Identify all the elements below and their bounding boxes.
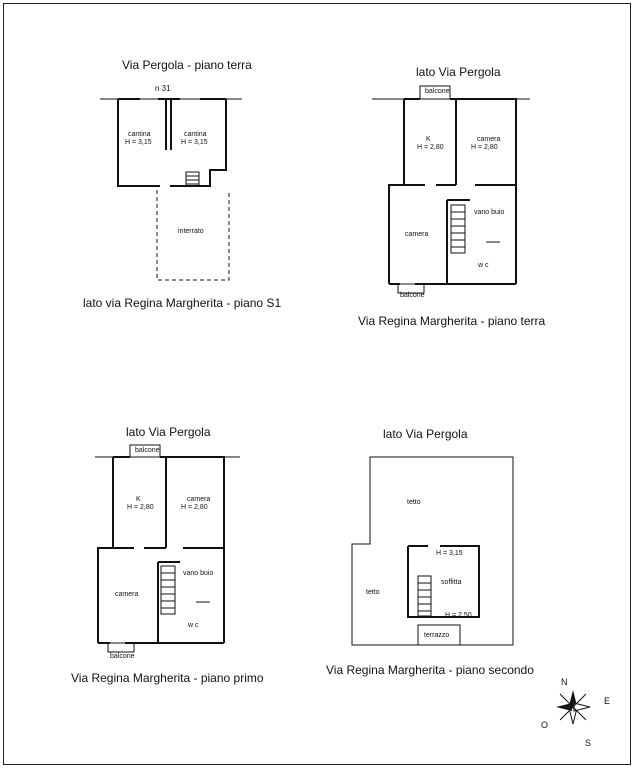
- compass-south: S: [585, 738, 592, 748]
- room-cantina-left-height: H = 3,15: [125, 139, 152, 146]
- plan-secondo-roof-top: tetto: [407, 499, 421, 506]
- plan-terra-vano-buio: vano buio: [474, 209, 505, 216]
- plan-terra-room-k: K: [426, 136, 431, 143]
- room-interrato: interrato: [178, 228, 204, 235]
- plan-secondo-walls: [352, 457, 513, 645]
- plan-secondo-height-bottom: H = 2,50: [445, 612, 472, 619]
- plan-primo-balcony-top: balcone: [135, 447, 160, 454]
- plan-primo-top-label: lato Via Pergola: [126, 425, 211, 439]
- plan-primo-room-k-height: H = 2,80: [127, 504, 154, 511]
- plan-terra-balcony-bottom: balcone: [400, 292, 425, 299]
- compass-rose: [556, 690, 590, 724]
- plan-primo-room-camera1: camera: [187, 496, 211, 503]
- plan-terra-room-camera2: camera: [405, 231, 429, 238]
- plan-terra-room-k-height: H = 2,80: [417, 144, 444, 151]
- plan-ground-walls: [100, 99, 242, 280]
- plan-terra-top-label: lato Via Pergola: [416, 65, 501, 79]
- plan-primo-room-k: K: [136, 496, 141, 503]
- plan-primo-room-camera1-height: H = 2,80: [181, 504, 208, 511]
- plan-terra-caption: Via Regina Margherita - piano terra: [358, 314, 546, 328]
- plan-terra-room-camera1-height: H = 2,80: [471, 144, 498, 151]
- plan-terra-room-camera1: camera: [477, 136, 501, 143]
- compass-west: O: [541, 720, 549, 730]
- plan-primo-vano-buio: vano buio: [183, 570, 214, 577]
- room-cantina-left: cantina: [128, 131, 151, 138]
- plan-secondo-top-label: lato Via Pergola: [383, 427, 468, 441]
- plan-primo-room-camera2: camera: [115, 591, 139, 598]
- plan-primo-wc: w c: [188, 622, 199, 629]
- plan-secondo-terrazzo: terrazzo: [424, 632, 450, 639]
- plan-primo-caption: Via Regina Margherita - piano primo: [71, 671, 264, 685]
- plan-secondo-soffitta: soffitta: [441, 579, 462, 586]
- plan-secondo-caption: Via Regina Margherita - piano secondo: [326, 663, 534, 677]
- plan-terra-walls: [372, 86, 530, 293]
- plan-terra-wc: w c: [478, 262, 489, 269]
- plan-ground-title: Via Pergola - piano terra: [122, 58, 252, 72]
- plan-terra-balcony-top: balcone: [425, 88, 450, 95]
- compass-north: N: [561, 677, 568, 687]
- room-cantina-right-height: H = 3,15: [181, 139, 208, 146]
- plan-secondo-height-top: H = 3,15: [436, 550, 463, 557]
- plan-ground-caption: lato via Regina Margherita - piano S1: [83, 296, 282, 310]
- room-cantina-right: cantina: [184, 131, 207, 138]
- street-number: n 31: [155, 84, 171, 93]
- plan-primo-walls: [95, 445, 240, 652]
- plan-secondo-roof-left: tetto: [366, 589, 380, 596]
- plan-primo-balcony-bottom: balcone: [110, 653, 135, 660]
- compass-east: E: [604, 696, 611, 706]
